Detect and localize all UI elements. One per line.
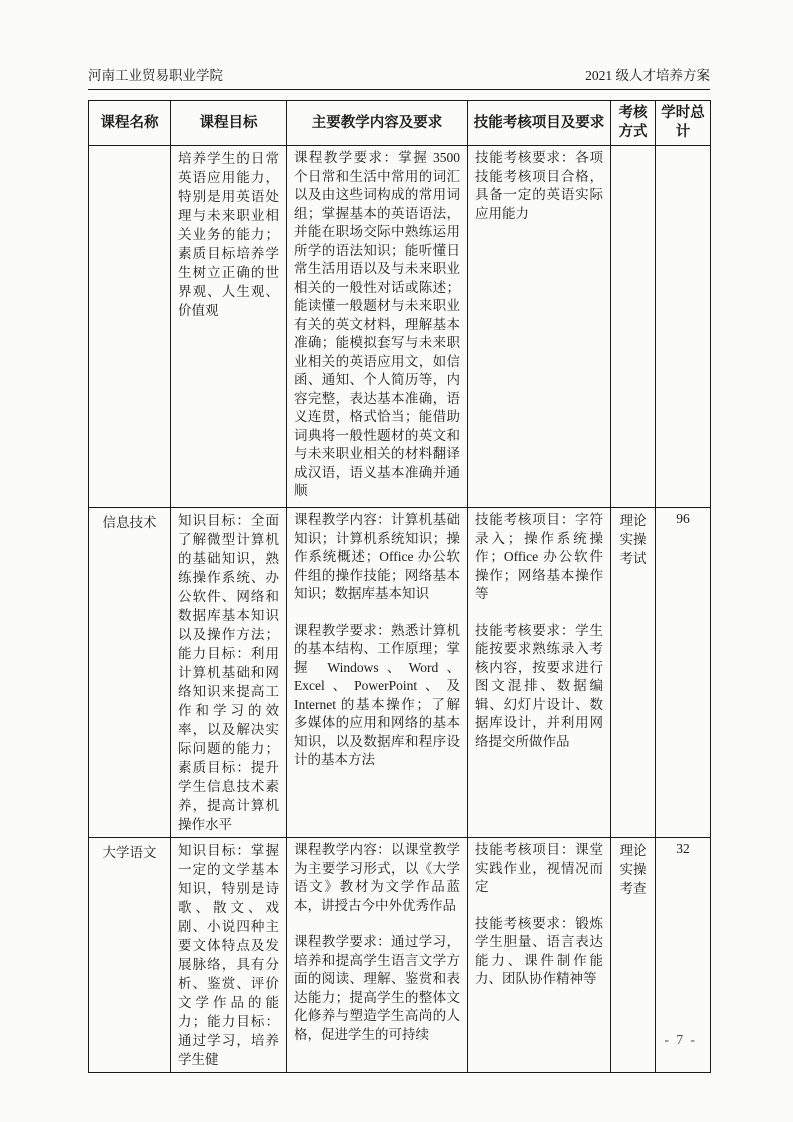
assessment-paragraph: 技能考核项目：课堂实践作业，视情况而定	[475, 842, 603, 894]
col-header-content: 主要教学内容及要求	[287, 101, 468, 146]
teaching-content-cell	[287, 146, 468, 508]
skill-assessment-cell	[468, 838, 611, 1073]
content-paragraph: 课程教学要求：熟悉计算机的基本结构、工作原理；掌握 Windows、Word、Excel、PowerPoint、及 Internet 的基本操作；了解多媒体的应用和网络的基本知识，以及数据库和程序设计的基本方法	[294, 622, 460, 767]
table-row-english	[89, 146, 711, 508]
course-objectives-cell	[171, 146, 287, 508]
page-header	[88, 64, 710, 90]
page-number: - 7 -	[664, 1032, 697, 1047]
col-header-assessment: 技能考核项目及要求	[468, 101, 611, 146]
curriculum-table	[88, 100, 711, 1073]
objectives-text: 知识目标：全面了解微型计算机的基础知识，熟练操作系统、办公软件、网络和数据库基本知识以及操作方法；能力目标：利用计算机基础和网络知识来提高工作和学习的效率，以及解决实际问题的能力；素质目标：提升学生信息技术素养，提高计算机操作水平	[178, 513, 279, 832]
assessment-paragraph: 技能考核项目：字符录入；操作系统操作；Office 办公软件操作；网络基本操作等	[475, 512, 603, 601]
course-name-cell: 大学语文	[89, 838, 171, 1073]
assessment-paragraph: 技能考核要求：锻炼学生胆量、语言表达能力、课件制作能力、团队协作精神等	[475, 915, 603, 986]
objectives-text: 培养学生的日常英语应用能力，特别是用英语处理与未来职业相关业务的能力；素质目标培养学生树立正确的世界观、人生观、价值观	[178, 151, 279, 318]
col-header-course-name: 课程名称	[89, 101, 171, 146]
skill-assessment-cell	[468, 146, 611, 508]
content-paragraph: 课程教学内容：以课堂教学为主要学习形式，以《大学语文》教材为文学作品蓝本，讲授古今中外优秀作品	[294, 842, 460, 913]
assessment-method-cell: 理论实操考查	[611, 838, 656, 1073]
course-objectives-cell	[171, 838, 287, 1073]
header-school-name: 河南工业贸易职业学院	[88, 68, 223, 83]
course-name-cell: 信息技术	[89, 508, 171, 838]
teaching-content-cell	[287, 838, 468, 1073]
assessment-method-cell	[611, 146, 656, 508]
header-plan-title: 2021 级人才培养方案	[585, 68, 710, 83]
col-header-hours: 学时总计	[656, 101, 711, 146]
course-name-cell	[89, 146, 171, 508]
table-row-information-technology	[89, 508, 711, 838]
assessment-paragraph: 技能考核要求：各项技能考核项目合格，具备一定的英语实际应用能力	[475, 150, 603, 221]
content-paragraph: 课程教学要求：掌握 3500 个日常和生活中常用的词汇以及由这些词构成的常用词组；掌握基本的英语语法，并能在职场交际中熟练运用所学的语法知识；能听懂日常生活用语以及与未来职业相关的一般性对话或陈述；能读懂一般题材与未来职业有关的英文材料，理解基本准确；能模拟套写与未来职业相关的英语应用文，如信函、通知、个人简历等，内容完整，表达基本准确，语义连贯，格式恰当；能借助词典将一般性题材的英文和与未来职业相关的材料翻译成汉语，语义基本准确并通顺	[294, 150, 460, 498]
assessment-method-cell: 理论实操考试	[611, 508, 656, 838]
col-header-method: 考核方式	[611, 101, 656, 146]
total-hours-cell: 96	[656, 508, 711, 838]
assessment-paragraph: 技能考核要求：学生能按要求熟练录入考核内容，按要求进行图文混排、数据编辑、幻灯片设计、数据库设计，并利用网络提交所做作品	[475, 622, 603, 749]
table-row-college-chinese	[89, 838, 711, 1073]
course-objectives-cell	[171, 508, 287, 838]
skill-assessment-cell	[468, 508, 611, 838]
objectives-text: 知识目标：掌握一定的文学基本知识，特别是诗歌、散文、戏剧、小说四种主要文体特点及发展脉络，具有分析、鉴赏、评价文学作品的能力；能力目标：通过学习，培养学生健	[178, 843, 279, 1067]
content-paragraph: 课程教学要求：通过学习，培养和提高学生语言文学方面的阅读、理解、鉴赏和表达能力；提高学生的整体文化修养与塑造学生高尚的人格，促进学生的可持续	[294, 934, 460, 1042]
content-paragraph: 课程教学内容：计算机基础知识；计算机系统知识；操作系统概述；Office 办公软件组的操作技能；网络基本知识；数据库基本知识	[294, 512, 460, 601]
table-header-row	[89, 101, 711, 146]
total-hours-cell	[656, 146, 711, 508]
col-header-objectives: 课程目标	[171, 101, 287, 146]
total-hours-cell: 32	[656, 838, 711, 1073]
teaching-content-cell	[287, 508, 468, 838]
